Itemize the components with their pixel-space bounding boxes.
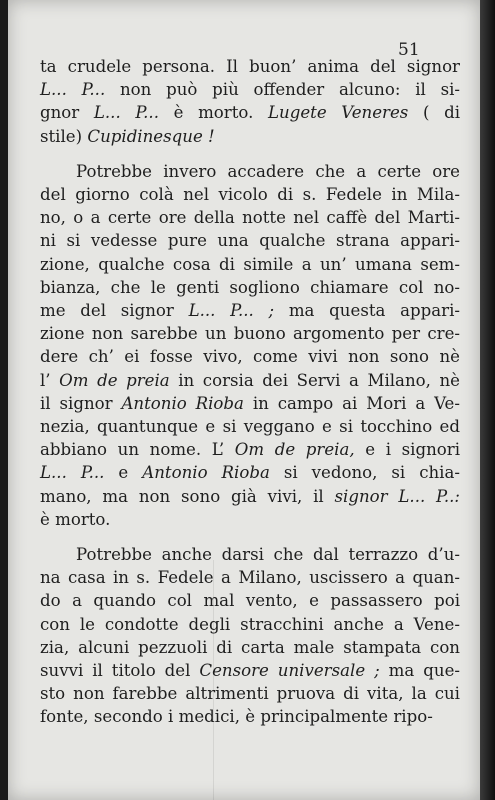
text-run: ni si vedesse pure una qualche strana appari- <box>40 231 460 251</box>
text-run: suvvi il titolo del <box>40 661 200 681</box>
text-line <box>40 705 460 728</box>
text-run: ta crudele persona. Il buon’ anima del signor <box>40 57 460 76</box>
italic-run: Antonio Rioba <box>121 393 244 413</box>
text-run: gnor <box>40 103 94 123</box>
text-line <box>40 613 460 636</box>
text-run: ( di <box>408 103 460 123</box>
text-line <box>40 543 460 566</box>
text-run: bianza, che le genti sogliono chiamare col no- <box>40 277 460 297</box>
text-run: fonte, secondo i medici, è principalmente ripo- <box>40 707 433 727</box>
text-line <box>40 183 460 206</box>
text-line <box>40 369 460 392</box>
text-run: ma que- <box>379 661 460 681</box>
text-line <box>40 508 460 531</box>
text-run: in campo ai Mori a Ve- <box>243 393 460 413</box>
text-line <box>40 322 460 345</box>
text-run: Potrebbe anche darsi che dal terrazzo d’u- <box>76 545 460 565</box>
text-line <box>40 485 460 508</box>
italic-run: Lugete Veneres <box>268 103 409 123</box>
text-run: è morto. <box>40 509 111 529</box>
italic-run: Cupidinesque ! <box>87 126 215 146</box>
text-line <box>40 659 460 682</box>
text-line <box>40 566 460 589</box>
text-line <box>40 229 460 252</box>
text-run: sto non farebbe altrimenti pruova di vita, la cui <box>40 684 460 704</box>
text-line <box>40 636 460 659</box>
text-run: con le condotte degli stracchini anche a Vene- <box>40 614 460 634</box>
text-line <box>40 345 460 368</box>
text-run: e <box>104 463 143 483</box>
text-line <box>40 253 460 276</box>
text-run: è morto. <box>158 103 268 123</box>
text-run: del giorno colà nel vicolo di s. Fedele in Mila- <box>40 185 460 205</box>
text-run: zione, qualche cosa di simile a un’ umana sem- <box>40 254 460 274</box>
text-run: abbiano un nome. L’ <box>40 440 235 460</box>
text-line <box>40 299 460 322</box>
italic-run: Censore universale ; <box>199 661 380 681</box>
italic-run: Om de preia <box>59 370 170 390</box>
text-run: in corsia dei Servi a Milano, nè <box>169 370 460 390</box>
text-line <box>40 682 460 705</box>
text-line <box>40 589 460 612</box>
paragraph <box>40 55 460 148</box>
text-line <box>40 392 460 415</box>
text-run: do a quando col mal vento, e passassero poi <box>40 591 460 611</box>
body-text <box>40 55 460 729</box>
text-run: no, o a certe ore della notte nel caffè del Marti- <box>40 208 460 228</box>
text-run: e i signori <box>354 440 460 460</box>
italic-run: signor L... P..: <box>334 486 460 506</box>
text-run: zione non sarebbe un buono argomento per cre- <box>40 324 460 344</box>
text-run: si vedono, si chia- <box>269 463 460 483</box>
paragraph-gap <box>40 531 460 543</box>
page-number: 51 <box>398 40 420 60</box>
text-run: Potrebbe invero accadere che a certe ore <box>76 161 460 181</box>
text-run: stile) <box>40 126 88 146</box>
text-line <box>40 461 460 484</box>
italic-run: L... P... <box>40 463 105 483</box>
text-run: dere ch’ ei fosse vivo, come vivi non sono nè <box>40 347 460 367</box>
text-line <box>40 125 460 148</box>
text-run: me del signor <box>40 301 189 321</box>
text-line <box>40 101 460 124</box>
page-edge-shadow <box>480 0 495 800</box>
text-run: non può più offender alcuno: il si- <box>105 80 460 100</box>
text-line <box>40 438 460 461</box>
text-run: ma questa appari- <box>274 301 461 321</box>
text-line <box>40 276 460 299</box>
paragraph <box>40 543 460 729</box>
text-line <box>40 160 460 183</box>
text-run: na casa in s. Fedele a Milano, uscissero a quan- <box>40 568 460 588</box>
text-run: mano, ma non sono già vivi, il <box>40 486 335 506</box>
text-run: il signor <box>40 393 122 413</box>
italic-run: L... P... <box>93 103 159 123</box>
text-line <box>40 78 460 101</box>
text-line <box>40 206 460 229</box>
paragraph <box>40 160 460 531</box>
italic-run: Om de preia, <box>234 440 355 460</box>
text-run: nezia, quantunque e si veggano e si tocchino ed <box>40 417 460 437</box>
italic-run: Antonio Rioba <box>142 463 270 483</box>
text-line <box>40 55 460 78</box>
italic-run: L... P... ; <box>188 301 275 321</box>
paragraph-gap <box>40 148 460 160</box>
book-page <box>8 0 480 800</box>
italic-run: L... P... <box>40 80 106 100</box>
text-run: zia, alcuni pezzuoli di carta male stampata con <box>40 637 460 657</box>
text-line <box>40 415 460 438</box>
text-run: l’ <box>40 370 60 390</box>
